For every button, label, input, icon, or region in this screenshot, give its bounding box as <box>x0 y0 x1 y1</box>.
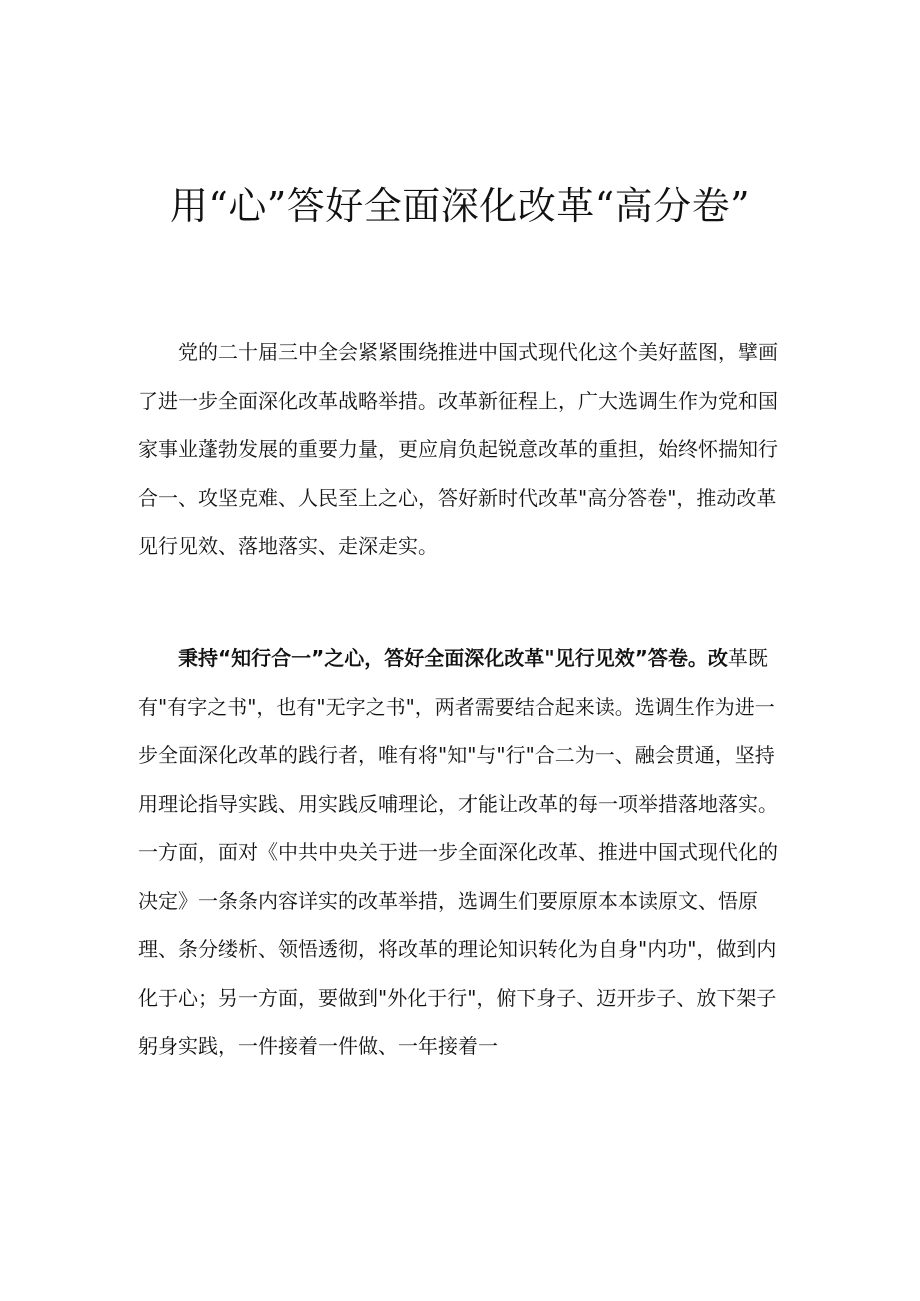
paragraph-intro-text: 党的二十届三中全会紧紧围绕推进中国式现代化这个美好蓝图，擘画了进一步全面深化改革战略举措。改革新征程上，广大选调生作为党和国家事业蓬勃发展的重要力量，更应肩负起锐意改革的重担，始终怀揣知行合一、攻坚克难、人民至上之心，答好新时代改革"高分答卷"，推动改革见行见效、落地落实、走深走实。 <box>138 340 778 558</box>
paragraph-knowledge-action <box>138 634 788 1071</box>
paragraph-intro <box>138 328 788 571</box>
paragraph-lead-heading: 秉持“知行合一”之心，答好全面深化改革"见行见效”答卷。改 <box>178 646 728 670</box>
document-title: 用“心”答好全面深化改革“高分卷” <box>169 184 751 228</box>
paragraph-body-text: 革既有"有字之书"，也有"无字之书"，两者需要结合起来读。选调生作为进一步全面深化改革的践行者，唯有将"知"与"行"合二为一、融会贯通，坚持用理论指导实践、用实践反哺理论，才能让改革的每一项举措落地落实。一方面，面对《中共中央关于进一步全面深化改革、推进中国式现代化的决定》一条条内容详实的改革举措，选调生们要原原本本读原文、悟原理、条分缕析、领悟透彻，将改革的理论知识转化为自身"内功"，做到内化于心；另一方面，要做到"外化于行"，俯下身子、迈开步子、放下架子躬身实践，一件接着一件做、一年接着一 <box>138 646 778 1058</box>
